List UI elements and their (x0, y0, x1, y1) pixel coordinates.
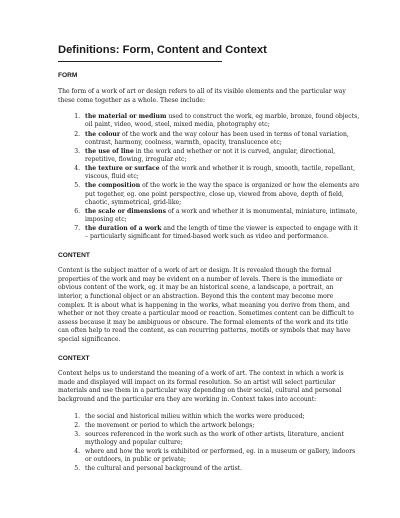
list-item: 3. sources referenced in the work such as the work of other artists, literature, ancient mythology and popular culture; (82, 431, 360, 447)
content-section (58, 253, 360, 345)
context-heading: CONTEXT (58, 354, 90, 362)
term: the duration of a work (85, 225, 162, 233)
content-paragraph: Content is the subject matter of a work of art or design. It is revealed though the formal properties of the work and may be evident on a number of levels. There is the immediate or obvious content of the work, eg. it may be an historical scene, a landscape, a portrait, an interior, a functional object or an abstraction. Beyond this the content may become more complex. It is about what is happening in the works, what meaning you derive from them, and whether or not they create a particular mood or reaction. Sometimes content can be difficult to assess because it may be ambiguous or obscure. The formal elements of the work and its title can often help to read the content, as can recurring patterns, motifs or symbols that may have special significance. (58, 267, 354, 343)
list-item: 4. where and how the work is exhibited or performed, eg. in a museum or gallery, indoors or outdoors, in public or private; (82, 448, 360, 464)
form-intro: The form of a work of art or design refers to all of its visible elements and the particular way these come together as a whole. These include: (58, 88, 346, 104)
context-section (58, 356, 360, 474)
context-list (58, 413, 360, 474)
list-item: 1. the social and historical milieu within which the works were produced; (82, 413, 360, 421)
list-item: 7. the duration of a work and the length of time the viewer is expected to engage with it – particularly significant for timed-based work such as video and performance. (82, 225, 360, 241)
term: the scale or dimensions (85, 207, 167, 215)
term: the texture or surface (85, 165, 160, 173)
term: the composition (85, 182, 141, 190)
list-item: 1. the material or medium used to construct the work, eg marble, bronze, found objects, oil paint, video, wood, steel, mixed media, photography etc; (82, 113, 360, 129)
form-heading: FORM (58, 72, 78, 80)
page-title: Definitions: Form, Content and Context (58, 44, 222, 62)
list-item: 5. the cultural and personal background of the artist. (82, 465, 360, 473)
list-item: 3. the use of line in the work and whether or not it is curved, angular, directional, repetitive, flowing, irregular etc; (82, 148, 360, 164)
list-item: 6. the scale or dimensions of a work and whether it is monumental, miniature, intimate, imposing etc; (82, 208, 360, 224)
term: the material or medium (85, 113, 167, 121)
list-item: 4. the texture or surface of the work and whether it is rough, smooth, tactile, repellant, viscous, fluid etc; (82, 165, 360, 181)
list-item: 2. the colour of the work and the way colour has been used in terms of tonal variation, contrast, harmony, coolness, warmth, opacity, translucence etc; (82, 131, 360, 147)
content-heading: CONTENT (58, 251, 90, 259)
form-list (58, 113, 360, 241)
term: the use of line (85, 147, 134, 155)
term: the colour (85, 130, 121, 138)
form-section (58, 73, 360, 241)
list-item: 5. the composition of the work ie the way the space is organized or how the elements are put together, eg. one point perspective, close up, viewed from above, depth of field, chaotic, symmetrical, grid-like; (82, 182, 360, 207)
context-paragraph: Context helps us to understand the meaning of a work of art. The context in which a work is made and displayed will impact on its formal resolution. So an artist will select particular materials and use them in a particular way depending on their social, cultural and personal background and the particular era they are working in. Context takes into account: (58, 370, 344, 403)
list-item: 2. the movement or period to which the artwork belongs; (82, 422, 360, 430)
